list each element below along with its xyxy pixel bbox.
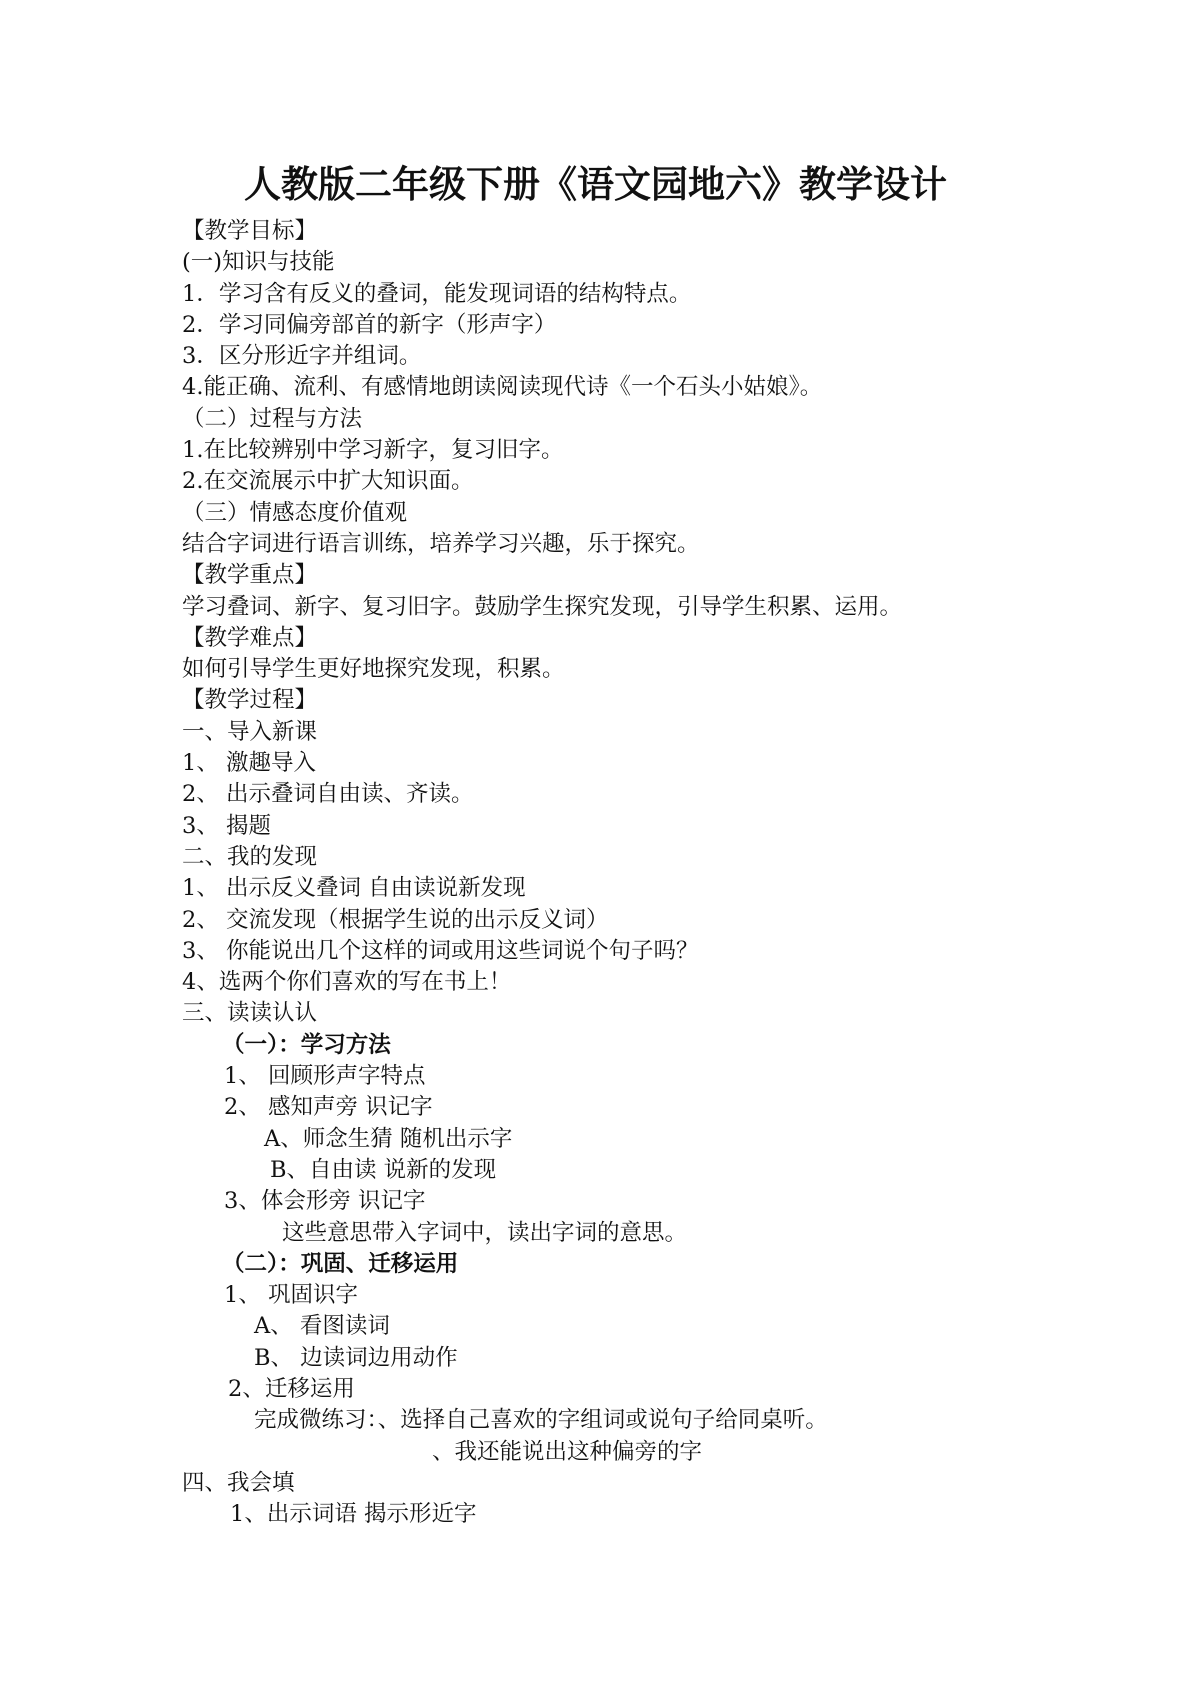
list-item: 3、体会形旁 识记字 (224, 1188, 426, 1215)
list-item: 1、 巩固识字 (224, 1282, 358, 1309)
list-item: 3、 揭题 (182, 812, 271, 839)
list-item: 2、 出示叠词自由读、齐读。 (182, 781, 474, 808)
list-item: 1、 出示反义叠词 自由读说新发现 (182, 875, 526, 902)
paragraph: 如何引导学生更好地探究发现，积累。 (182, 656, 565, 683)
list-item: 4、选两个你们喜欢的写在书上！ (182, 969, 512, 996)
list-item: 3、 你能说出几个这样的词或用这些词说个句子吗？ (182, 937, 699, 964)
step-heading: 一、导入新课 (182, 718, 318, 745)
subsection-heading: （三）情感态度价值观 (182, 499, 408, 526)
list-item: 2、迁移运用 (228, 1375, 355, 1402)
document-body (182, 216, 1162, 1530)
list-item: 1、 激趣导入 (182, 750, 316, 777)
list-item: 4.能正确、流利、有感情地朗读阅读现代诗《一个石头小姑娘》。 (182, 374, 823, 401)
subsection-heading: (一)知识与技能 (182, 249, 335, 276)
paragraph: 、我还能说出这种偏旁的字 (432, 1438, 703, 1465)
paragraph: 完成微练习：、选择自己喜欢的字组词或说句子给同桌听。 (254, 1407, 828, 1434)
paragraph: 结合字词进行语言训练，培养学习兴趣，乐于探究。 (182, 530, 700, 557)
list-item: 1.在比较辨别中学习新字，复习旧字。 (182, 437, 564, 464)
list-item: B、 边读词边用动作 (254, 1344, 458, 1371)
list-item: 3．区分形近字并组词。 (182, 343, 422, 370)
list-item: A、 看图读词 (254, 1313, 390, 1340)
list-item: A、师念生猜 随机出示字 (264, 1125, 513, 1152)
subsection-heading: （二）过程与方法 (182, 405, 363, 432)
list-item: 2、 交流发现（根据学生说的出示反义词） (182, 906, 609, 933)
list-item: 1、出示词语 揭示形近字 (230, 1501, 477, 1528)
paragraph: 这些意思带入字词中，读出字词的意思。 (282, 1219, 688, 1246)
section-heading: 【教学过程】 (182, 687, 318, 714)
document-title: 人教版二年级下册《语文园地六》教学设计 (244, 162, 947, 206)
step-heading: 二、我的发现 (182, 843, 318, 870)
section-heading: 【教学难点】 (182, 624, 318, 651)
step-heading: 三、读读认认 (182, 1000, 318, 1027)
step-heading: 四、我会填 (182, 1469, 295, 1496)
list-item: 2．学习同偏旁部首的新字（形声字） (182, 311, 557, 338)
list-item: B、自由读 说新的发现 (270, 1156, 497, 1183)
section-heading: 【教学目标】 (182, 218, 318, 244)
paragraph: 学习叠词、新字、复习旧字。鼓励学生探究发现，引导学生积累、运用。 (182, 593, 903, 620)
bold-subheading: （二）：巩固、迁移运用 (222, 1250, 459, 1277)
list-item: 2、 感知声旁 识记字 (224, 1094, 433, 1121)
list-item: 1．学习含有反义的叠词，能发现词语的结构特点。 (182, 280, 692, 307)
list-item: 1、 回顾形声字特点 (224, 1063, 426, 1090)
list-item: 2.在交流展示中扩大知识面。 (182, 468, 474, 495)
bold-subheading: （一）：学习方法 (222, 1031, 391, 1058)
section-heading: 【教学重点】 (182, 562, 318, 589)
